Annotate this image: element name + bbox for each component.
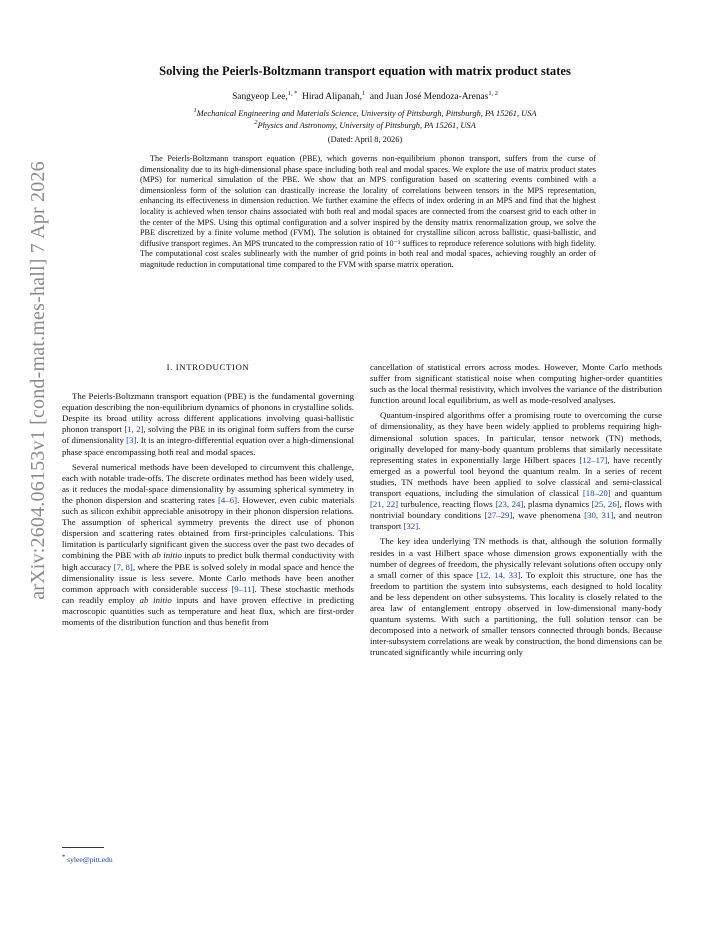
- section-heading-introduction: I. INTRODUCTION: [166, 362, 250, 372]
- citation-link[interactable]: [1, 2]: [124, 424, 144, 435]
- text-run: cancellation of statistical errors across modes. However, Monte Carlo methods suffer from significant statistical noise when computing higher-order quantities such as the local thermal resistivity, which involves the variance of the distribution function around local equilibrium, as well as mode-resolved analyses.: [370, 362, 662, 406]
- arxiv-identifier-text: arXiv:2604.06153v1 [cond-mat.mes-hall] 7 Apr 2026: [26, 160, 49, 600]
- text-run: , where the PBE is solved solely in modal space and hence the dimensionality issue is less severe. Monte Carlo methods have been another common approach with considerable success: [62, 561, 354, 594]
- text-run: , have recently emerged as a powerful tool beyond the quantum realm. In a series of recent studies, TN methods have been applied to solve classical and semi-classical transport equations, including the simulation of classical: [370, 454, 662, 499]
- text-run: turbulence, reacting flows: [398, 499, 496, 510]
- paper-title: Solving the Peierls-Boltzmann transport equation with matrix product states: [159, 64, 571, 78]
- paragraph: [370, 536, 662, 658]
- citation-link[interactable]: [23, 24]: [495, 499, 524, 510]
- text-run: The key idea underlying TN methods is that, although the solution formally resides in a vast Hilbert space whose dimension grows exponentially with the number of degrees of freedom, the physically relevant solutions often occupy only a small corner of this space: [370, 536, 662, 580]
- text-run: inputs and have proven effective in predicting macroscopic quantities such as temperature and heat flux, which are first-order moments of the distribution function and thus benefit from: [62, 594, 354, 627]
- text-run: , plasma dynamics: [523, 499, 592, 510]
- text-run: . It is an integro-differential equation over a high-dimensional phase space encompassing both real and modal spaces.: [62, 435, 354, 457]
- citation-link[interactable]: [25, 26]: [591, 499, 620, 510]
- text-run: . However, even cubic materials such as silicon exhibit appreciable anisotropy in their phonon dispersion relations. The assumption of spherical symmetry prevents the direct use of phonon dispersion and scattering rates obtained from first-principles calculations. This limitation is particularly significant given the success over the past two decades of combining the PBE with: [62, 494, 355, 561]
- left-column: [62, 362, 354, 628]
- text-run: , wave phenomena: [512, 510, 585, 521]
- citation-link[interactable]: [3]: [126, 435, 137, 446]
- text-run: . These stochastic methods can readily employ: [62, 583, 354, 605]
- text-run: The Peierls-Boltzmann transport equation (PBE) is the fundamental governing equation describing the non-equilibrium dynamics of phonons in crystalline solids. Despite its broad utility across different applications involving quasi-ballistic phonon transport: [62, 391, 354, 435]
- text-run: Several numerical methods have been developed to circumvent this challenge, each with notable trade-offs. The discrete ordinates method has been widely used, as it reduces the modal-space dimensionality by assuming spherical symmetry in the phonon dispersion and scattering rates: [62, 461, 354, 505]
- text-run: and quantum: [610, 488, 662, 499]
- footnote-rule: [62, 847, 104, 848]
- citation-link[interactable]: [18–20]: [582, 488, 611, 499]
- citation-link[interactable]: [27–29]: [484, 510, 513, 521]
- citation-link[interactable]: [7, 8]: [113, 561, 133, 572]
- text-run: .: [418, 521, 421, 532]
- author-3[interactable]: and Juan José Mendoza-Arenas$^{1, 2}$: [369, 89, 498, 102]
- text-run: . To exploit this structure, one has the freedom to partition the system into subsystems, each designed to hold locality and be less dependent on other subsystems. This locality is closely related to the area law of entanglement entropy observed in low-dimensional many-body quantum systems. With such a partitioning, the full solution tensor can be decomposed into a network of smaller tensors connected through bonds. Because inter-subsystem correlations are weak by construction, the bond dimensions can be truncated significantly while incurring only: [370, 569, 662, 658]
- footnote: * sylee@pitt.edu: [62, 853, 113, 864]
- text-run: ab initio: [139, 594, 172, 605]
- citation-link[interactable]: [32]: [403, 521, 419, 532]
- author-2[interactable]: Hirad Alipanah,$^1$: [302, 89, 366, 102]
- citation-link[interactable]: [30, 31]: [584, 510, 614, 521]
- citation-link[interactable]: [12–17]: [579, 454, 608, 465]
- text-run: , solving the PBE in its original form suffers from the curse of dimensionality: [62, 424, 355, 446]
- text-run: Quantum-inspired algorithms offer a promising route to overcoming the curse of dimensionality, as they have been widely applied to problems requiring high-dimensional solution spaces. In particular, tensor network (TN) methods, originally developed for many-body quantum problems that similarly necessitate representing states in exponentially large Hilbert spaces: [370, 410, 662, 465]
- citation-link[interactable]: [21, 22]: [370, 499, 399, 510]
- author-1[interactable]: Sangyeop Lee,$^{1, *}$: [232, 89, 298, 102]
- right-column: [370, 362, 662, 658]
- author-list: [70, 89, 660, 102]
- text-run: ab initio: [152, 550, 182, 561]
- paragraph: [370, 362, 662, 406]
- affiliation-2: $^2$Physics and Astronomy, University of Pittsburgh, PA 15261, USA: [254, 119, 476, 130]
- text-run: , flows with nontrivial boundary conditions: [370, 499, 662, 521]
- citation-link[interactable]: [9–11]: [231, 583, 255, 594]
- paragraph: [62, 391, 354, 458]
- citation-link[interactable]: [12, 14, 33]: [476, 569, 521, 580]
- affiliation-1: $^1$Mechanical Engineering and Materials Science, University of Pittsburgh, Pittsburgh, PA 15261, USA: [193, 107, 537, 118]
- abstract: The Peierls-Boltzmann transport equation (PBE), which governs non-equilibrium phonon transport, suffers from the curse of dimensionality due to its high-dimensional phase space including both real and modal spaces. We explore the use of matrix product states (MPS) for numerical simulation of the PBE. We show that an MPS configuration based on scattering events combined with a dimensionless form of the solution can drastically increase the locality of correlations between tensors in the MPS representation, enhancing its effectiveness in dimension reduction. We further examine the effects of index ordering in an MPS and find that the highest locality is achieved when tensor chains associated with both real and modal spaces are connected from the coarsest grid to each other in the center of the MPS. Using this optimal configuration and a solver inspired by the density matrix renormalization group, we solve the PBE discretized by a finite volume method (FVM). The solution is obtained for crystalline silicon across ballistic, quasi-ballistic, and diffusive transport regimes. An MPS truncated to the compression ratio of 10⁻³ suffices to reproduce reference solutions with high fidelity. The computational cost scales sublinearly with the number of grid points in both real and modal spaces, achieving roughly an order of magnitude reduction in computational time compared to the FVM with sparse matrix operation.: [140, 154, 596, 269]
- date-line: (Dated: April 8, 2026): [327, 135, 403, 144]
- paragraph: [370, 410, 662, 532]
- citation-link[interactable]: [4–6]: [217, 494, 238, 505]
- text-run: , and neutron transport: [370, 510, 663, 532]
- arxiv-identifier: [20, 70, 56, 690]
- text-run: inputs to predict bulk thermal conductivity with high accuracy: [62, 550, 354, 572]
- email-link[interactable]: sylee@pitt.edu: [67, 855, 113, 864]
- paragraph: [62, 462, 354, 628]
